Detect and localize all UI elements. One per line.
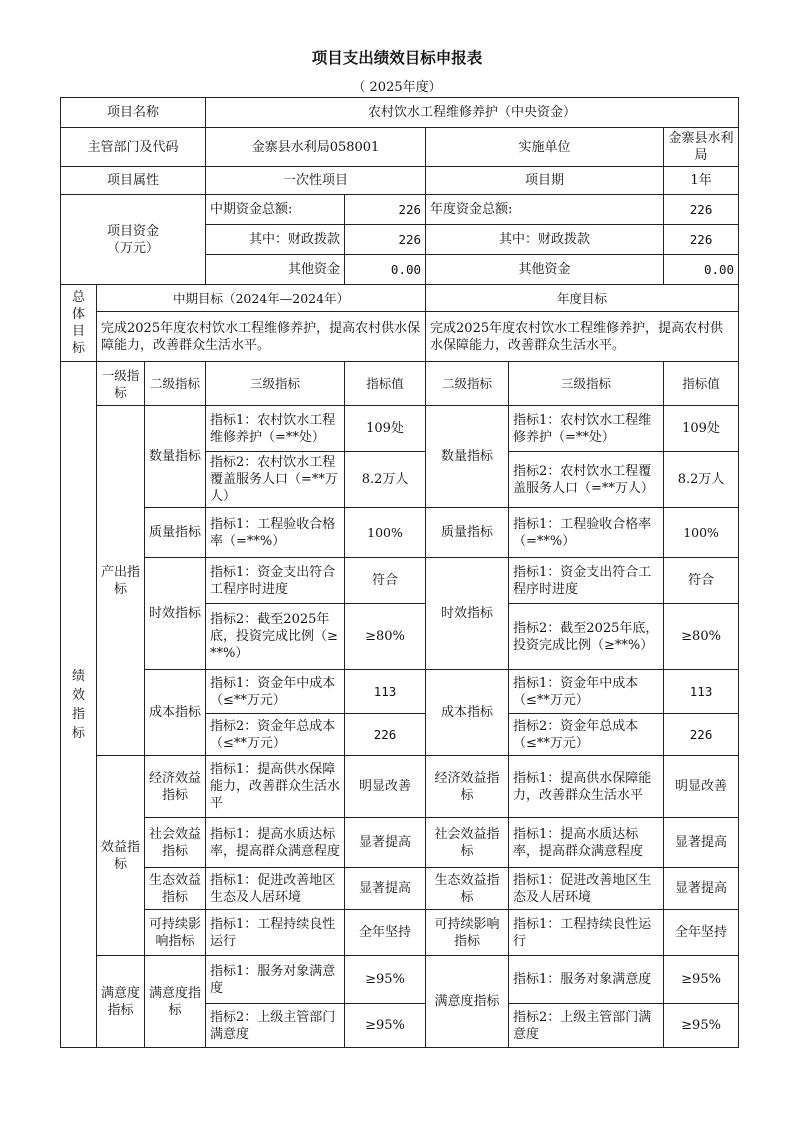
sustainable-value-year: 全年坚持: [664, 910, 739, 956]
social-indicator: 指标1：提高水质达标率，提高群众满意程度: [206, 818, 345, 868]
year-target-header: 年度目标: [426, 285, 739, 312]
cost-value-2-year: 226: [664, 714, 739, 756]
project-name-label: 项目名称: [61, 98, 206, 128]
timeliness-value-1: 符合: [345, 558, 426, 604]
social-label: 社会效益指标: [145, 818, 206, 868]
cost-value-1-year: 113: [664, 670, 739, 714]
satisfaction-indicator-1: 指标1：服务对象满意度: [206, 956, 345, 1004]
ecological-label-year: 生态效益指标: [426, 868, 509, 910]
mid-total-value: 226: [345, 195, 426, 225]
year-fiscal-value: 226: [664, 225, 739, 255]
sustainable-label: 可持续影响指标: [145, 910, 206, 956]
social-label-year: 社会效益指标: [426, 818, 509, 868]
cost-value-1: 113: [345, 670, 426, 714]
satisfaction-indicator-label: 满意度指标: [97, 956, 145, 1048]
social-value-year: 显著提高: [664, 818, 739, 868]
performance-target-table: [60, 97, 739, 1048]
sustainable-indicator-year: 指标1：工程持续良性运行: [509, 910, 664, 956]
cost-indicator-2-year: 指标2：资金年总成本（≤**万元）: [509, 714, 664, 756]
quality-value-1: 100%: [345, 508, 426, 558]
sustainable-value: 全年坚持: [345, 910, 426, 956]
ecological-label: 生态效益指标: [145, 868, 206, 910]
quantity-indicator-2: 指标2：农村饮水工程覆盖服务人口（=**万人）: [206, 452, 345, 508]
satisfaction-label-year: 满意度指标: [426, 956, 509, 1048]
satisfaction-value-2: ≥95%: [345, 1004, 426, 1048]
quantity-indicator-1-year: 指标1：农村饮水工程维修养护（=**处）: [509, 406, 664, 452]
mid-other-label: 其他资金: [206, 255, 345, 285]
quality-indicator-1: 指标1：工程验收合格率（=**%）: [206, 508, 345, 558]
cost-indicator-2: 指标2：资金年总成本（≤**万元）: [206, 714, 345, 756]
quantity-label-year: 数量指标: [426, 406, 509, 508]
economic-value: 明显改善: [345, 756, 426, 818]
ecological-value: 显著提高: [345, 868, 426, 910]
value-header-year: 指标值: [664, 362, 739, 406]
timeliness-value-2-year: ≥80%: [664, 604, 739, 670]
timeliness-indicator-1: 指标1：资金支出符合工程序时进度: [206, 558, 345, 604]
ecological-value-year: 显著提高: [664, 868, 739, 910]
impl-unit-label: 实施单位: [426, 128, 664, 167]
quantity-value-1: 109处: [345, 406, 426, 452]
funds-label: 项目资金 （万元）: [61, 195, 206, 285]
satisfaction-indicator-2: 指标2：上级主管部门满意度: [206, 1004, 345, 1048]
economic-label-year: 经济效益指标: [426, 756, 509, 818]
dept-label: 主管部门及代码: [61, 128, 206, 167]
year-target-text: 完成2025年度农村饮水工程维修养护，提高农村供水保障能力，改善群众生活水平。: [426, 312, 739, 362]
cost-label-year: 成本指标: [426, 670, 509, 756]
benefit-indicator-label: 效益指标: [97, 756, 145, 956]
satisfaction-value-1-year: ≥95%: [664, 956, 739, 1004]
economic-value-year: 明显改善: [664, 756, 739, 818]
satisfaction-value-1: ≥95%: [345, 956, 426, 1004]
timeliness-indicator-2-year: 指标2：截至2025年底，投资完成比例（≥**%）: [509, 604, 664, 670]
quantity-label: 数量指标: [145, 406, 206, 508]
performance-label: 绩 效 指 标: [61, 362, 97, 1048]
economic-indicator-year: 指标1：提高供水保障能力，改善群众生活水平: [509, 756, 664, 818]
quantity-value-2: 8.2万人: [345, 452, 426, 508]
mid-other-value: 0.00: [345, 255, 426, 285]
value-header: 指标值: [345, 362, 426, 406]
cost-label: 成本指标: [145, 670, 206, 756]
project-period-value: 1年: [664, 167, 739, 195]
level2-header-year: 二级指标: [426, 362, 509, 406]
project-attr-value: 一次性项目: [206, 167, 426, 195]
year-total-label: 年度资金总额:: [426, 195, 664, 225]
timeliness-value-2: ≥80%: [345, 604, 426, 670]
quantity-indicator-1: 指标1：农村饮水工程维修养护（=**处）: [206, 406, 345, 452]
year-fiscal-label: 其中：财政拨款: [426, 225, 664, 255]
satisfaction-value-2-year: ≥95%: [664, 1004, 739, 1048]
year-total-value: 226: [664, 195, 739, 225]
social-indicator-year: 指标1：提高水质达标率，提高群众满意程度: [509, 818, 664, 868]
quantity-indicator-2-year: 指标2：农村饮水工程覆盖服务人口（=**万人）: [509, 452, 664, 508]
social-value: 显著提高: [345, 818, 426, 868]
cost-indicator-1: 指标1：资金年中成本（≤**万元）: [206, 670, 345, 714]
satisfaction-level2-label: 满意度指标: [145, 956, 206, 1048]
project-attr-label: 项目属性: [61, 167, 206, 195]
impl-unit-value: 金寨县水利局: [664, 128, 739, 167]
year-other-label: 其他资金: [426, 255, 664, 285]
dept-value: 金寨县水利局058001: [206, 128, 426, 167]
timeliness-label: 时效指标: [145, 558, 206, 670]
timeliness-indicator-1-year: 指标1：资金支出符合工程序时进度: [509, 558, 664, 604]
satisfaction-indicator-1-year: 指标1：服务对象满意度: [509, 956, 664, 1004]
ecological-indicator-year: 指标1：促进改善地区生态及人居环境: [509, 868, 664, 910]
mid-fiscal-label: 其中：财政拨款: [206, 225, 345, 255]
quality-label-year: 质量指标: [426, 508, 509, 558]
cost-indicator-1-year: 指标1：资金年中成本（≤**万元）: [509, 670, 664, 714]
quality-indicator-1-year: 指标1：工程验收合格率（=**%）: [509, 508, 664, 558]
timeliness-indicator-2: 指标2：截至2025年底，投资完成比例（≥**%）: [206, 604, 345, 670]
mid-fiscal-value: 226: [345, 225, 426, 255]
level2-header: 二级指标: [145, 362, 206, 406]
project-period-label: 项目期: [426, 167, 664, 195]
level3-header: 三级指标: [206, 362, 345, 406]
quality-value-1-year: 100%: [664, 508, 739, 558]
overall-target-label: 总 体 目 标: [61, 285, 97, 362]
level1-header: 一级指标: [97, 362, 145, 406]
cost-value-2: 226: [345, 714, 426, 756]
form-year: （ 2025年度）: [352, 80, 442, 95]
mid-total-label: 中期资金总额:: [206, 195, 345, 225]
timeliness-label-year: 时效指标: [426, 558, 509, 670]
mid-target-text: 完成2025年度农村饮水工程维修养护，提高农村供水保障能力，改善群众生活水平。: [97, 312, 426, 362]
form-title: 项目支出绩效目标申报表: [311, 49, 483, 67]
year-other-value: 0.00: [664, 255, 739, 285]
quantity-value-1-year: 109处: [664, 406, 739, 452]
mid-target-header: 中期目标（2024年—2024年）: [97, 285, 426, 312]
level3-header-year: 三级指标: [509, 362, 664, 406]
satisfaction-indicator-2-year: 指标2：上级主管部门满意度: [509, 1004, 664, 1048]
quality-label: 质量指标: [145, 508, 206, 558]
project-name-value: 农村饮水工程维修养护（中央资金）: [206, 98, 739, 128]
ecological-indicator: 指标1：促进改善地区生态及人居环境: [206, 868, 345, 910]
economic-indicator: 指标1：提高供水保障能力，改善群众生活水平: [206, 756, 345, 818]
sustainable-indicator: 指标1：工程持续良性运行: [206, 910, 345, 956]
output-indicator-label: 产出指标: [97, 406, 145, 756]
quantity-value-2-year: 8.2万人: [664, 452, 739, 508]
sustainable-label-year: 可持续影响指标: [426, 910, 509, 956]
timeliness-value-1-year: 符合: [664, 558, 739, 604]
economic-label: 经济效益指标: [145, 756, 206, 818]
